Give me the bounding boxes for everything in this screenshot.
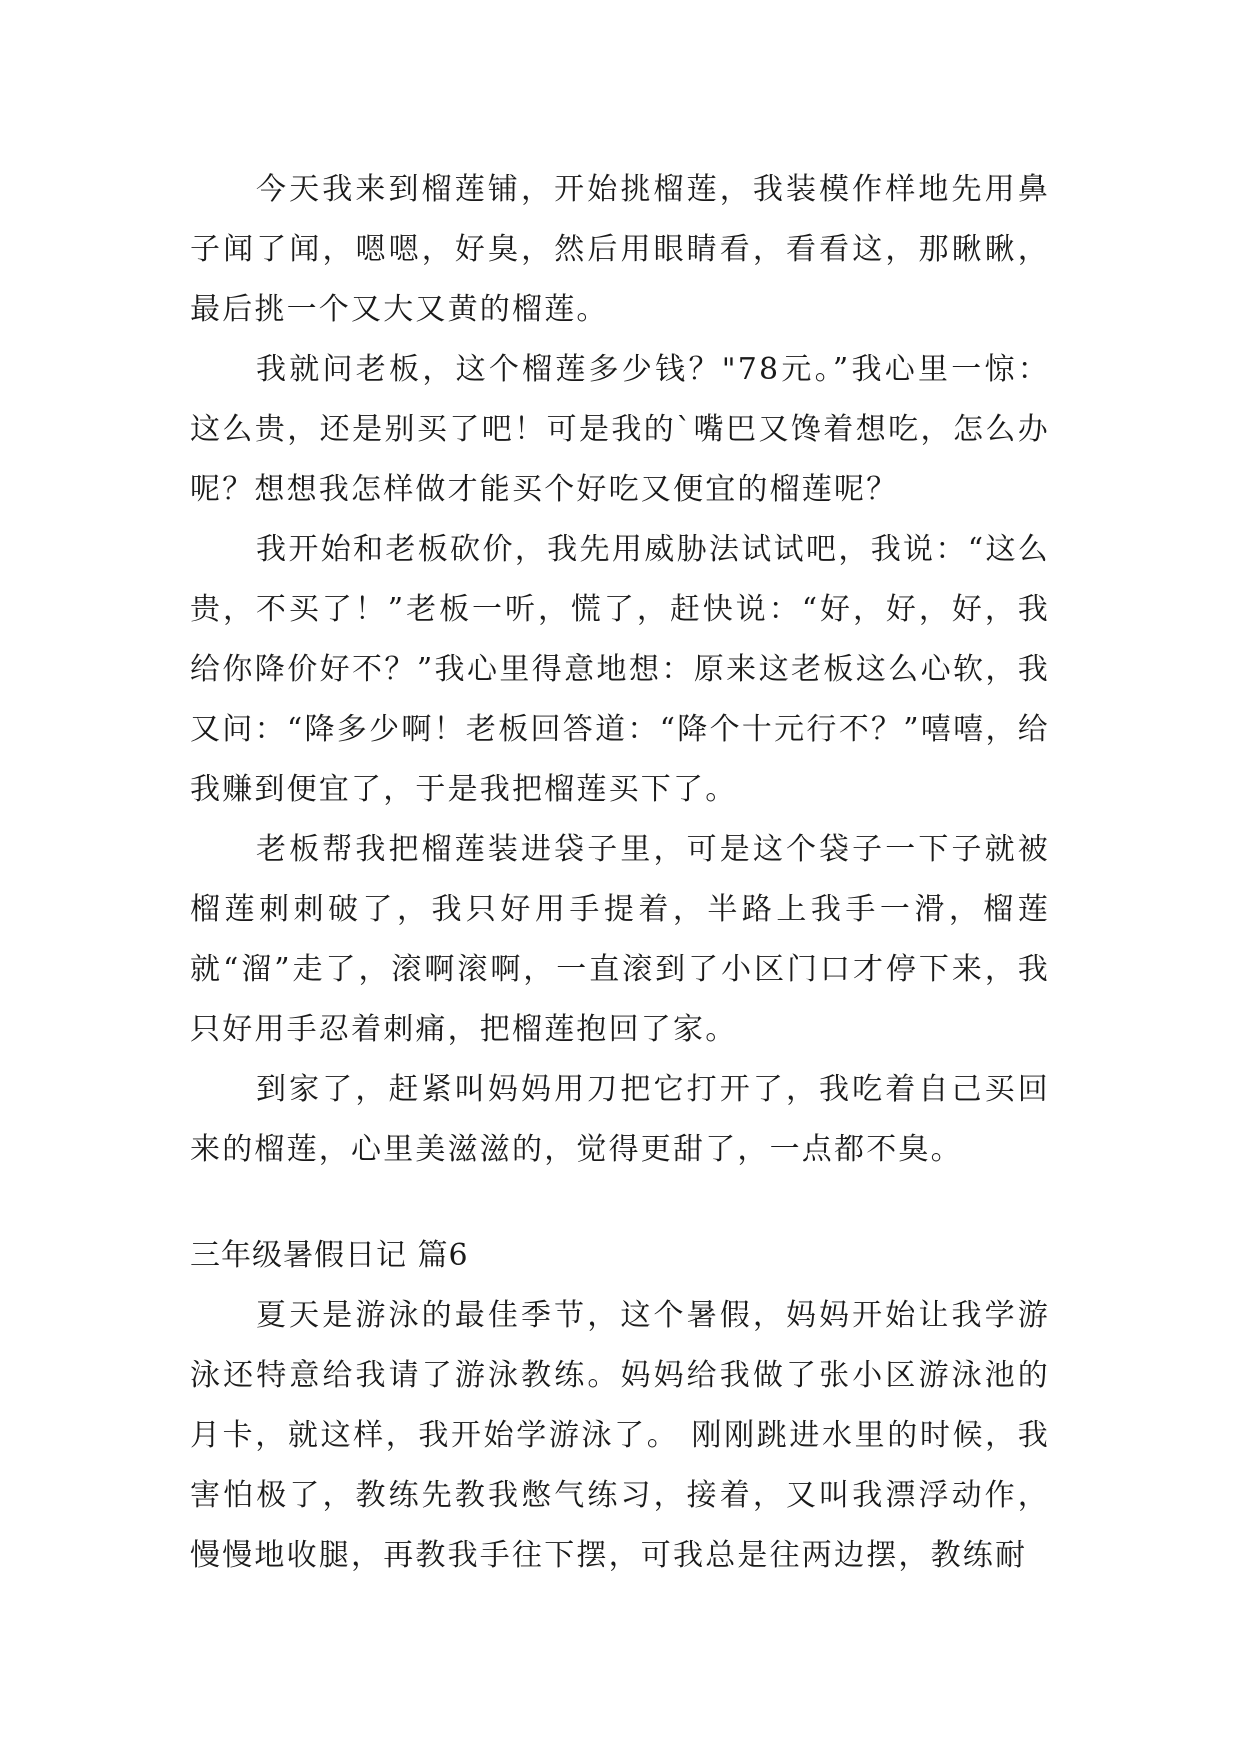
paragraph: 我开始和老板砍价，我先用威胁法试试吧，我说：“这么贵，不买了！”老板一听，慌了，赶快说：“好，好，好，我给你降价好不？”我心里得意地想：原来这老板这么心软，我又问：“降多少啊！老板回答道：“降个十元行不？”嘻嘻，给我赚到便宜了，于是我把榴莲买下了。 bbox=[190, 532, 1050, 807]
section-heading: 三年级暑假日记 篇6 bbox=[190, 1238, 469, 1273]
document-page bbox=[190, 160, 1050, 1586]
paragraph: 老板帮我把榴莲装进袋子里，可是这个袋子一下子就被榴莲刺刺破了，我只好用手提着，半路上我手一滑，榴莲就“溜”走了，滚啊滚啊，一直滚到了小区门口才停下来，我只好用手忍着刺痛，把榴莲抱回了家。 bbox=[190, 832, 1050, 1047]
paragraph: 夏天是游泳的最佳季节，这个暑假，妈妈开始让我学游泳还特意给我请了游泳教练。妈妈给我做了张小区游泳池的月卡，就这样，我开始学游泳了。 刚刚跳进水里的时候，我害怕极了，教练先教我憋气练习，接着，又叫我漂浮动作，慢慢地收腿，再教我手往下摆，可我总是往两边摆，教练耐 bbox=[190, 1298, 1050, 1573]
paragraph: 今天我来到榴莲铺，开始挑榴莲，我装模作样地先用鼻子闻了闻，嗯嗯，好臭，然后用眼睛看，看看这，那瞅瞅，最后挑一个又大又黄的榴莲。 bbox=[190, 172, 1050, 327]
paragraph: 我就问老板，这个榴莲多少钱？"78元。”我心里一惊：这么贵，还是别买了吧！可是我的`嘴巴又馋着想吃，怎么办呢？想想我怎样做才能买个好吃又便宜的榴莲呢？ bbox=[190, 352, 1050, 507]
paragraph: 到家了，赶紧叫妈妈用刀把它打开了，我吃着自己买回来的榴莲，心里美滋滋的，觉得更甜了，一点都不臭。 bbox=[190, 1072, 1050, 1167]
